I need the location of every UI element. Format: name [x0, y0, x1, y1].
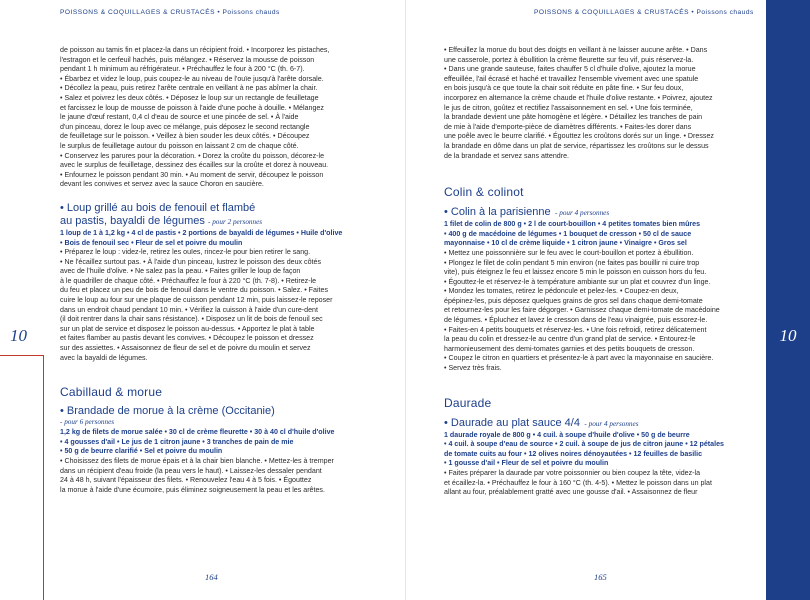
step-line: • Ne l'écaillez surtout pas. • À l'aide d'un pinceau, lustrez le poisson des deux côtés — [60, 257, 322, 266]
step-line: • Choisissez des filets de morue épais et à la chair bien blanche. • Mettez-les à tremper — [60, 457, 334, 465]
text-line: devant les convives et servez avec la sauce Choron en saucière. — [60, 180, 264, 189]
step-line: • Faites préparer la daurade par votre poissonnier ou bien coupez la tête, videz-la — [444, 469, 701, 477]
recipe-loup — [60, 202, 400, 363]
step-line: avec de l'huile d'olive. • Ne salez pas la peau. • Faites griller le loup de façon — [60, 267, 301, 276]
text-line: de poisson au tamis fin et placez-la dans un récipient froid. • Incorporez les pistaches, — [60, 46, 330, 54]
step-line: • Coupez le citron en quartiers et présentez-le à part avec la mayonnaise en saucière. — [444, 354, 714, 363]
section-heading: Cabillaud & morue — [60, 385, 163, 400]
recipe-title: • Daurade au plat sauce 4/4 — [444, 416, 580, 429]
step-line: • Mettez une poissonnière sur le feu avec le court-bouillon et portez à ébullition. — [444, 248, 694, 257]
text-line: de mie à l'aide d'emporte-pièce de diamètres différents. • Faites-les dorer dans — [444, 122, 692, 131]
ingredient-line: 1,2 kg de filets de morue salée • 30 cl de crème fleurette • 30 à 40 cl d'huile d'olive — [60, 428, 335, 437]
recipe-brandade — [60, 405, 400, 495]
step-line: dans un récipient d'eau froide (la peau vers le haut). • Laissez-les dessaler pendant — [60, 466, 322, 475]
ingredient-line: • 4 gousses d'ail • Le jus de 1 citron jaune • 3 tranches de pain de mie — [60, 437, 294, 446]
chapter-tab — [766, 0, 810, 600]
serves: - pour 2 personnes — [208, 217, 263, 226]
step-line: cuire le loup au four sur une plaque de cuisson pendant 12 min, puis laissez-le reposer — [60, 296, 333, 305]
running-head: POISSONS & COQUILLAGES & CRUSTACÉS • Poissons chauds — [60, 9, 280, 16]
step-line: la morue à l'aide d'une écumoire, puis éliminez soigneusement la peau et les arêtes. — [60, 485, 325, 494]
recipe-title-line2: au pastis, bayaldi de légumes — [60, 214, 205, 227]
chapter-number: 10 — [779, 326, 797, 345]
ingredient-line: de tomate cuits au four • 12 olives noires dénoyautées • 12 feuilles de basilic — [444, 449, 703, 458]
ingredient-line: • 400 g de macédoine de légumes • 1 bouquet de cresson • 50 cl de sauce — [444, 229, 692, 238]
ingredient-line: • 1 gousse d'ail • Fleur de sel et poivre du moulin — [444, 459, 609, 468]
step-line: • Servez très frais. — [444, 364, 502, 373]
ingredient-line: • Bois de fenouil sec • Fleur de sel et poivre du moulin — [60, 238, 243, 247]
left-column — [60, 46, 400, 495]
step-line: à le quadriller de chaque côté. • Préchauffez le four à 220 °C (th. 7-8). • Retirez-le — [60, 276, 317, 285]
ingredient-line: • 50 g de beurre clarifié • Sel et poivre du moulin — [60, 447, 223, 456]
text-line: • Salez et poivrez les deux côtés. • Déposez le loup sur un rectangle de feuilletage — [60, 93, 319, 102]
ingredient-line: 1 loup de 1 à 1,2 kg • 4 cl de pastis • 2 portions de bayaldi de légumes • Huile d'olive — [60, 228, 343, 237]
text-line: pendant 1 h minimum au réfrigérateur. • Préchauffez le four à 200 °C (th. 6-7). — [60, 65, 305, 74]
text-line: • Décollez la peau, puis retirez l'arête centrale en veillant à ne pas abîmer la chair. — [60, 84, 318, 93]
ingredient-line: • 4 cuil. à soupe d'eau de source • 2 cuil. à soupe de jus de citron jaune • 12 pétales — [444, 440, 724, 449]
recipe-colin — [444, 205, 784, 374]
chapter-number: 10 — [10, 326, 27, 345]
ingredient-line: 1 daurade royale de 800 g • 4 cuil. à soupe d'huile d'olive • 50 g de beurre — [444, 430, 690, 439]
step-line: (il doit rentrer dans la chair sans résistance). • Disposez un lit de bois de fenouil sec — [60, 315, 323, 324]
page-number: 164 — [205, 572, 218, 582]
intro-text — [60, 46, 400, 190]
text-line: • Ébarbez et videz le loup, puis coupez-le au niveau de l'ouïe jusqu'à l'arête dorsale. — [60, 74, 324, 83]
chapter-rule — [0, 355, 44, 356]
step-line: • Mondez les tomates, retirez le pédoncule et pelez-les. • Coupez-en deux, — [444, 287, 679, 296]
running-head: POISSONS & COQUILLAGES & CRUSTACÉS • Poissons chauds — [534, 9, 754, 16]
text-line: et farcissez le loup de mousse de poisson à l'aide d'une poche à douille. • Mélangez — [60, 103, 324, 112]
text-line: • Dans une grande sauteuse, faites chauffer 5 cl d'huile d'olive, ajoutez la morue — [444, 65, 696, 74]
text-line: l'estragon et le cerfeuil hachés, puis mélangez. • Réservez la mousse de poisson — [60, 55, 315, 64]
step-line: avec la bayaldi de légumes. — [60, 353, 148, 362]
text-line: incorporez en alternance la crème chaude et l'huile d'olive restante. • Poivrez, ajoutez — [444, 93, 713, 102]
step-line: épépinez-les, puis déposez quelques grains de gros sel dans chaque demi-tomate — [444, 296, 703, 305]
step-line: du feu et placez un peu de bois de fenouil dans le ventre du poisson. • Salez. • Faites — [60, 286, 329, 295]
text-line: effeuillée, l'ail écrasé et haché et travaillez l'ensemble vivement avec une spatule — [444, 74, 699, 83]
ingredient-line: 1 filet de colin de 800 g • 2 l de court-bouillon • 4 petites tomates bien mûres — [444, 220, 701, 229]
step-line: vite), puis éteignez le feu et laissez encore 5 min le poisson en cuisson hors du feu. — [444, 268, 707, 277]
text-line: • Conservez les parures pour la décoration. • Dorez la croûte du poisson, décorez-le — [60, 151, 325, 160]
right-column — [444, 46, 784, 498]
serves: - pour 4 personnes — [555, 209, 610, 218]
step-line: • Égouttez-le et réservez-le à température ambiante sur un plat et couvrez d'un linge. — [444, 277, 711, 286]
text-line: de feuilletage sur le poisson. • Veillez à bien souder les deux côtés. • Découpez — [60, 132, 310, 141]
step-line: harmonieusement des demi-tomates garnies et des petits bouquets de cresson. — [444, 344, 695, 353]
intro-text — [444, 46, 784, 161]
step-line: dans un endroit chaud pendant 10 min. • Vérifiez la cuisson à l'aide d'un cure-dent — [60, 305, 318, 314]
text-line: une casserole, portez à ébullition la crème fleurette sur feu vif, puis réservez-la. — [444, 55, 694, 64]
step-line: sur des assiettes. • Assaisonnez de fleur de sel et de poivre du moulin et servez — [60, 344, 311, 353]
step-line: de légumes. • Épluchez et lavez le cresson dans de l'eau vinaigrée, puis essorez-le. — [444, 316, 708, 325]
step-line: • Faites-en 4 petits bouquets et réservez-les. • Une fois refroidi, retirez délicatement — [444, 325, 707, 334]
text-line: le surplus de feuilletage autour du poisson en laissant 2 cm de chaque côté. — [60, 141, 299, 150]
step-line: allant au four, préalablement gratté avec une gousse d'ail. • Assaisonnez de fleur — [444, 488, 698, 497]
text-line: la brandade devient une pâte homogène et légère. • Détaillez les tranches de pain — [444, 113, 703, 122]
step-line: et faites flamber au pastis devant les convives. • Découpez le poisson et dressez — [60, 334, 314, 343]
text-line: d'un pinceau, dorez le loup avec ce mélange, puis déposez le second rectangle — [60, 122, 310, 131]
text-line: en bois jusqu'à ce que toute la chair soit réduite en pâte fine. • Sur feu doux, — [444, 84, 684, 93]
step-line: • Préparez le loup : videz-le, retirez les ouïes, rincez-le pour bien retirer le sang. — [60, 248, 311, 257]
text-line: la brandade en dôme dans un plat de service, répartissez les croûtons sur le dessus — [444, 141, 709, 150]
step-line: et écaillez-la. • Préchauffez le four à 160 °C (th. 4-5). • Mettez le poisson dans un plat — [444, 478, 712, 487]
recipe-title: • Colin à la parisienne — [444, 206, 551, 219]
text-line: • Enfournez le poisson pendant 30 min. • Au moment de servir, découpez le poisson — [60, 170, 324, 179]
step-line: la peau du colin et dressez-le au centre d'un grand plat de service. • Entourez-le — [444, 335, 696, 344]
recipe-title-row — [444, 416, 784, 430]
section-heading: Colin & colinot — [444, 185, 524, 200]
recipe-daurade — [444, 416, 784, 498]
recipe-title: • Brandade de morue à la crème (Occitanie) — [60, 405, 275, 418]
ingredient-line: mayonnaise • 10 cl de crème liquide • 1 citron jaune • Vinaigre • Gros sel — [444, 239, 687, 248]
text-line: une poêle avec le beurre clarifié. • Égouttez les croûtons dorés sur un linge. • Dressez — [444, 132, 714, 141]
step-line: sur un plat de service et disposez le poisson au-dessus. • Apportez le plat à table — [60, 324, 315, 333]
section-heading: Daurade — [444, 395, 492, 410]
page-number: 165 — [594, 572, 607, 582]
text-line: le jaune d'œuf restant, 0,4 cl d'eau de source et une pincée de sel. • À l'aide — [60, 113, 299, 122]
serves: - pour 4 personnes — [584, 419, 639, 428]
recipe-title-continued — [60, 215, 400, 228]
step-line: • Plongez le filet de colin pendant 5 min environ (ne faites pas bouillir ni cuire trop — [444, 258, 700, 267]
right-page — [405, 0, 810, 600]
step-line: 24 à 48 h, suivant l'épaisseur des filets. • Renouvelez l'eau 4 à 5 fois. • Égouttez — [60, 476, 312, 485]
recipe-title: • Loup grillé au bois de fenouil et flambé — [60, 201, 256, 214]
text-line: • Effeuillez la morue du bout des doigts en veillant à ne laisser aucune arête. • Dans — [444, 46, 708, 54]
serves: - pour 6 personnes — [60, 418, 115, 427]
step-line: et retournez-les pour les faire dégorger. • Garnissez chaque demi-tomate de macédoine — [444, 306, 720, 315]
chapter-rule-vertical — [43, 355, 44, 600]
recipe-title-row — [444, 205, 784, 219]
text-line: de la brandade et servez sans attendre. — [444, 151, 570, 160]
text-line: le jus de citron, goûtez et rectifiez l'assaisonnement en sel. • Une fois terminée, — [444, 103, 693, 112]
text-line: avec le surplus de feuilletage, dessinez des écailles sur la croûte et dorez à nouveau. — [60, 161, 329, 170]
